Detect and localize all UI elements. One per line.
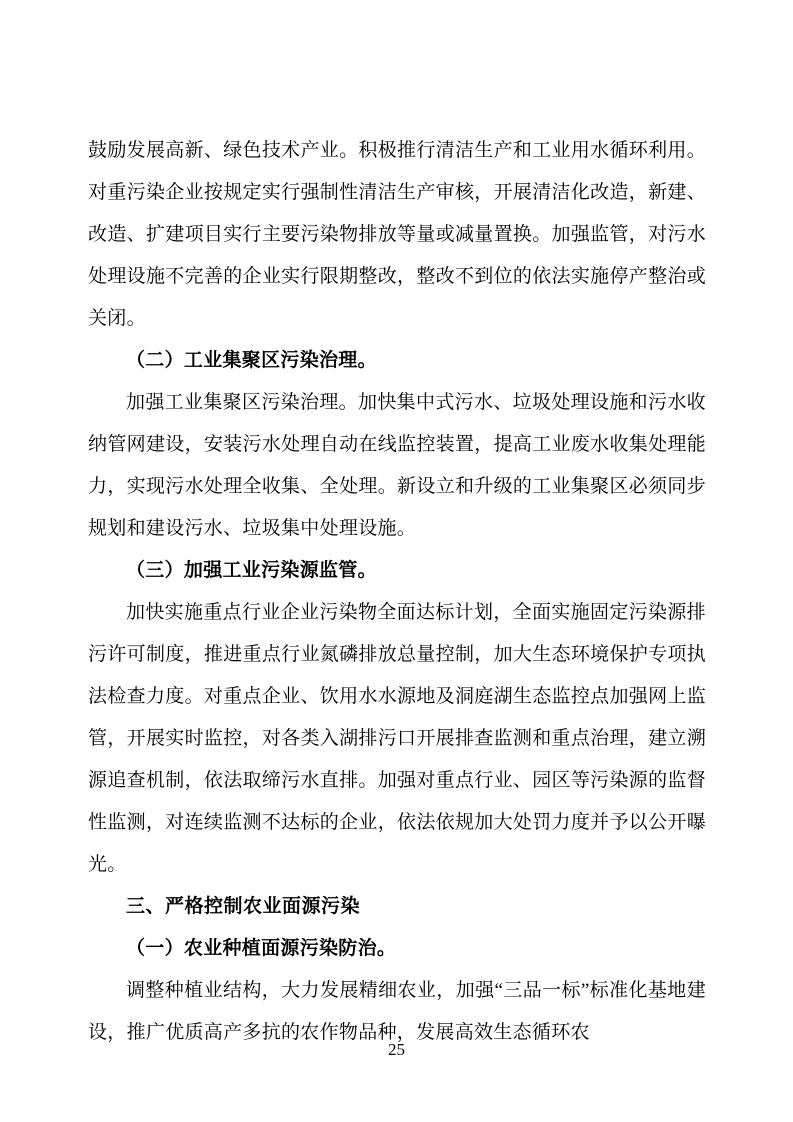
subheading-industrial-source-supervision: （三）加强工业污染源监管。 <box>126 560 377 581</box>
paragraph-industrial-cluster: 加强工业集聚区污染治理。加快集中式污水、垃圾处理设施和污水收纳管网建设，安装污水处理自动在线监控装置，提高工业废水收集处理能力，实现污水处理全收集、全处理。新设立和升级的工业集聚区必须同步规划和建设污水、垃圾集中处理设施。 <box>88 392 706 539</box>
subheading-industrial-cluster: （二）工业集聚区污染治理。 <box>126 350 377 371</box>
subheading-agricultural-planting: （一）农业种植面源污染防治。 <box>126 938 397 959</box>
paragraph-agricultural-planting: 调整种植业结构，大力发展精细农业，加强“三品一标”标准化基地建设，推广优质高产多抗的农作物品种，发展高效生态循环农 <box>88 980 706 1043</box>
paragraph-industrial-source-supervision: 加快实施重点行业企业污染物全面达标计划，全面实施固定污染源排污许可制度，推进重点行业氮磷排放总量控制，加大生态环境保护专项执法检查力度。对重点企业、饮用水水源地及洞庭湖生态监控点加强网上监管，开展实时监控，对各类入湖排污口开展排查监测和重点治理，建立溯源追查机制，依法取缔污水直排。加强对重点行业、园区等污染源的监督性监测，对连续监测不达标的企业，依法依规加大处罚力度并予以公开曝光。 <box>88 602 706 875</box>
document-body <box>88 130 706 1054</box>
paragraph-continuation: 鼓励发展高新、绿色技术产业。积极推行清洁生产和工业用水循环利用。对重污染企业按规定实行强制性清洁生产审核，开展清洁化改造，新建、改造、扩建项目实行主要污染物排放等量或减量置换。加强监管，对污水处理设施不完善的企业实行限期整改，整改不到位的依法实施停产整治或关闭。 <box>88 140 706 329</box>
page-number: 25 <box>388 1040 405 1059</box>
section-heading-agricultural-pollution: 三、严格控制农业面源污染 <box>126 896 361 917</box>
